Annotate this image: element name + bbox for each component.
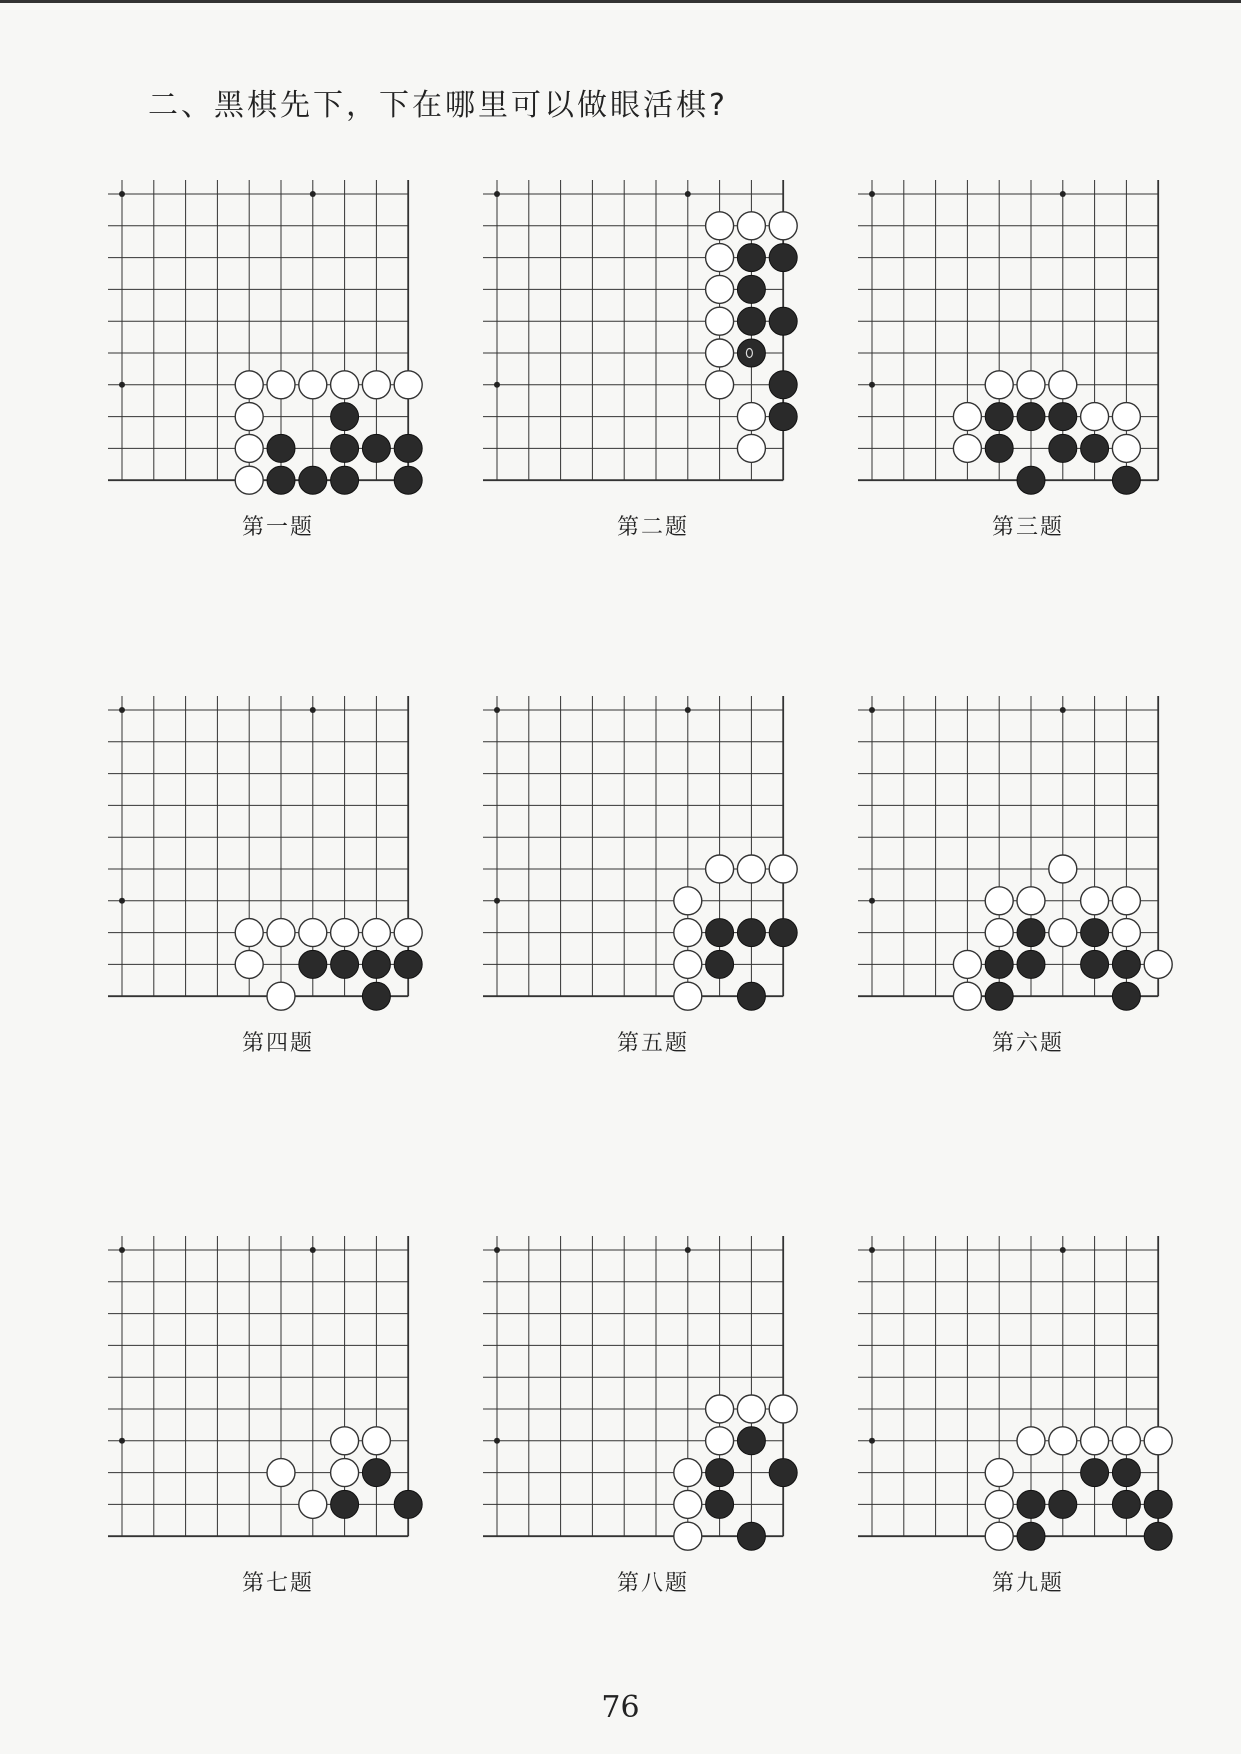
white-stone (737, 434, 765, 462)
white-stone (706, 855, 734, 883)
white-stone (1144, 950, 1172, 978)
black-stone (769, 1459, 797, 1487)
star-point (494, 1247, 500, 1253)
star-point (1060, 1247, 1066, 1253)
black-stone (769, 919, 797, 947)
black-stone (1112, 950, 1140, 978)
black-stone (267, 466, 295, 494)
problem-caption: 第七题 (241, 1571, 314, 1596)
black-stone (267, 434, 295, 462)
problem-7 (108, 1236, 448, 1596)
white-stone (267, 982, 295, 1010)
problem-5 (483, 696, 823, 1056)
problem-4 (108, 696, 448, 1056)
black-stone (1112, 982, 1140, 1010)
white-stone (299, 371, 327, 399)
page-number: 76 (601, 1690, 640, 1725)
star-point (119, 1247, 125, 1253)
black-stone (769, 307, 797, 335)
black-stone (299, 466, 327, 494)
white-stone (331, 1427, 359, 1455)
white-stone (985, 1522, 1013, 1550)
go-board (483, 696, 823, 996)
white-stone (1049, 855, 1077, 883)
black-stone (737, 339, 765, 367)
star-point (310, 1247, 316, 1253)
white-stone (674, 887, 702, 915)
white-stone (1112, 434, 1140, 462)
white-stone (706, 212, 734, 240)
page-heading: 二、黑棋先下，下在哪里可以做眼活棋? (148, 88, 728, 123)
white-stone (235, 434, 263, 462)
star-point (869, 382, 875, 388)
black-stone (362, 1459, 390, 1487)
white-stone (674, 919, 702, 947)
black-stone (1081, 434, 1109, 462)
black-stone (769, 371, 797, 399)
black-stone (331, 434, 359, 462)
black-stone (1144, 1490, 1172, 1518)
black-stone (1144, 1522, 1172, 1550)
star-point (869, 707, 875, 713)
white-stone (769, 855, 797, 883)
white-stone (953, 434, 981, 462)
black-stone (1081, 950, 1109, 978)
white-stone (737, 403, 765, 431)
go-board (858, 1236, 1198, 1536)
white-stone (953, 982, 981, 1010)
white-stone (267, 1459, 295, 1487)
black-stone (1049, 434, 1077, 462)
black-stone (737, 1522, 765, 1550)
white-stone (1017, 1427, 1045, 1455)
black-stone (706, 1490, 734, 1518)
white-stone (331, 919, 359, 947)
white-stone (706, 339, 734, 367)
black-stone (737, 275, 765, 303)
white-stone (769, 1395, 797, 1423)
white-stone (1081, 403, 1109, 431)
white-stone (706, 1395, 734, 1423)
white-stone (1081, 1427, 1109, 1455)
white-stone (706, 307, 734, 335)
star-point (1060, 707, 1066, 713)
star-point (869, 191, 875, 197)
black-stone (1017, 466, 1045, 494)
white-stone (985, 887, 1013, 915)
black-stone (737, 919, 765, 947)
black-stone (737, 982, 765, 1010)
white-stone (362, 371, 390, 399)
black-stone (737, 244, 765, 272)
star-point (869, 898, 875, 904)
white-stone (235, 403, 263, 431)
star-point (310, 191, 316, 197)
top-rule (0, 0, 1241, 3)
black-stone (1049, 1490, 1077, 1518)
problem-caption: 第六题 (991, 1031, 1064, 1056)
white-stone (267, 371, 295, 399)
black-stone (331, 950, 359, 978)
go-board (108, 1236, 448, 1536)
star-point (119, 1438, 125, 1444)
white-stone (299, 1490, 327, 1518)
star-point (685, 707, 691, 713)
white-stone (674, 1522, 702, 1550)
white-stone (362, 919, 390, 947)
black-stone (1017, 1490, 1045, 1518)
black-stone (706, 919, 734, 947)
white-stone (769, 212, 797, 240)
white-stone (674, 950, 702, 978)
black-stone (394, 434, 422, 462)
black-stone (1017, 919, 1045, 947)
black-stone (331, 1490, 359, 1518)
star-point (119, 382, 125, 388)
go-board (108, 696, 448, 996)
white-stone (1017, 887, 1045, 915)
white-stone (235, 919, 263, 947)
white-stone (737, 855, 765, 883)
white-stone (737, 1395, 765, 1423)
white-stone (674, 1459, 702, 1487)
white-stone (235, 371, 263, 399)
black-stone (331, 466, 359, 494)
white-stone (331, 1459, 359, 1487)
black-stone (985, 950, 1013, 978)
black-stone (362, 982, 390, 1010)
black-stone (1049, 403, 1077, 431)
star-point (119, 707, 125, 713)
white-stone (953, 403, 981, 431)
white-stone (706, 1427, 734, 1455)
black-stone (985, 403, 1013, 431)
problem-8 (483, 1236, 823, 1596)
white-stone (1017, 371, 1045, 399)
white-stone (1049, 371, 1077, 399)
black-stone (985, 434, 1013, 462)
black-stone (362, 950, 390, 978)
problem-3 (858, 180, 1198, 540)
white-stone (267, 919, 295, 947)
black-stone (362, 434, 390, 462)
problem-caption: 第五题 (616, 1031, 689, 1056)
star-point (119, 191, 125, 197)
white-stone (985, 1459, 1013, 1487)
white-stone (706, 275, 734, 303)
white-stone (1112, 1427, 1140, 1455)
black-stone (1017, 950, 1045, 978)
black-stone (1081, 919, 1109, 947)
white-stone (1112, 919, 1140, 947)
star-point (869, 1438, 875, 1444)
black-stone (331, 403, 359, 431)
problem-1 (108, 180, 448, 540)
white-stone (985, 371, 1013, 399)
problem-caption: 第八题 (616, 1571, 689, 1596)
problem-2 (483, 180, 823, 540)
go-board (858, 180, 1198, 480)
black-stone (737, 307, 765, 335)
white-stone (706, 371, 734, 399)
star-point (685, 191, 691, 197)
black-stone (1017, 1522, 1045, 1550)
black-stone (1112, 1490, 1140, 1518)
white-stone (953, 950, 981, 978)
black-stone (769, 244, 797, 272)
star-point (494, 1438, 500, 1444)
white-stone (985, 919, 1013, 947)
white-stone (1081, 887, 1109, 915)
black-stone (769, 403, 797, 431)
white-stone (1049, 919, 1077, 947)
white-stone (674, 982, 702, 1010)
black-stone (737, 1427, 765, 1455)
star-point (494, 707, 500, 713)
black-stone (394, 1490, 422, 1518)
black-stone (985, 982, 1013, 1010)
white-stone (1112, 887, 1140, 915)
black-stone (1112, 466, 1140, 494)
white-stone (737, 212, 765, 240)
problem-9 (858, 1236, 1198, 1596)
go-board (858, 696, 1198, 996)
problem-caption: 第九题 (991, 1571, 1064, 1596)
white-stone (299, 919, 327, 947)
white-stone (331, 371, 359, 399)
black-stone (299, 950, 327, 978)
white-stone (235, 950, 263, 978)
problem-caption: 第四题 (241, 1031, 314, 1056)
problem-caption: 第一题 (241, 515, 314, 540)
white-stone (394, 919, 422, 947)
star-point (310, 707, 316, 713)
black-stone (706, 1459, 734, 1487)
go-board (108, 180, 448, 480)
white-stone (1144, 1427, 1172, 1455)
star-point (494, 898, 500, 904)
go-board (483, 1236, 823, 1536)
star-point (494, 191, 500, 197)
problem-caption: 第三题 (991, 515, 1064, 540)
white-stone (1049, 1427, 1077, 1455)
white-stone (1112, 403, 1140, 431)
star-point (685, 1247, 691, 1253)
star-point (119, 898, 125, 904)
problem-caption: 第二题 (616, 515, 689, 540)
black-stone (1017, 403, 1045, 431)
black-stone (394, 950, 422, 978)
black-stone (706, 950, 734, 978)
black-stone (1112, 1459, 1140, 1487)
white-stone (394, 371, 422, 399)
star-point (869, 1247, 875, 1253)
star-point (494, 382, 500, 388)
black-stone (394, 466, 422, 494)
white-stone (674, 1490, 702, 1518)
star-point (1060, 191, 1066, 197)
white-stone (985, 1490, 1013, 1518)
white-stone (235, 466, 263, 494)
white-stone (706, 244, 734, 272)
white-stone (362, 1427, 390, 1455)
go-board (483, 180, 823, 480)
black-stone (1081, 1459, 1109, 1487)
problem-6 (858, 696, 1198, 1056)
